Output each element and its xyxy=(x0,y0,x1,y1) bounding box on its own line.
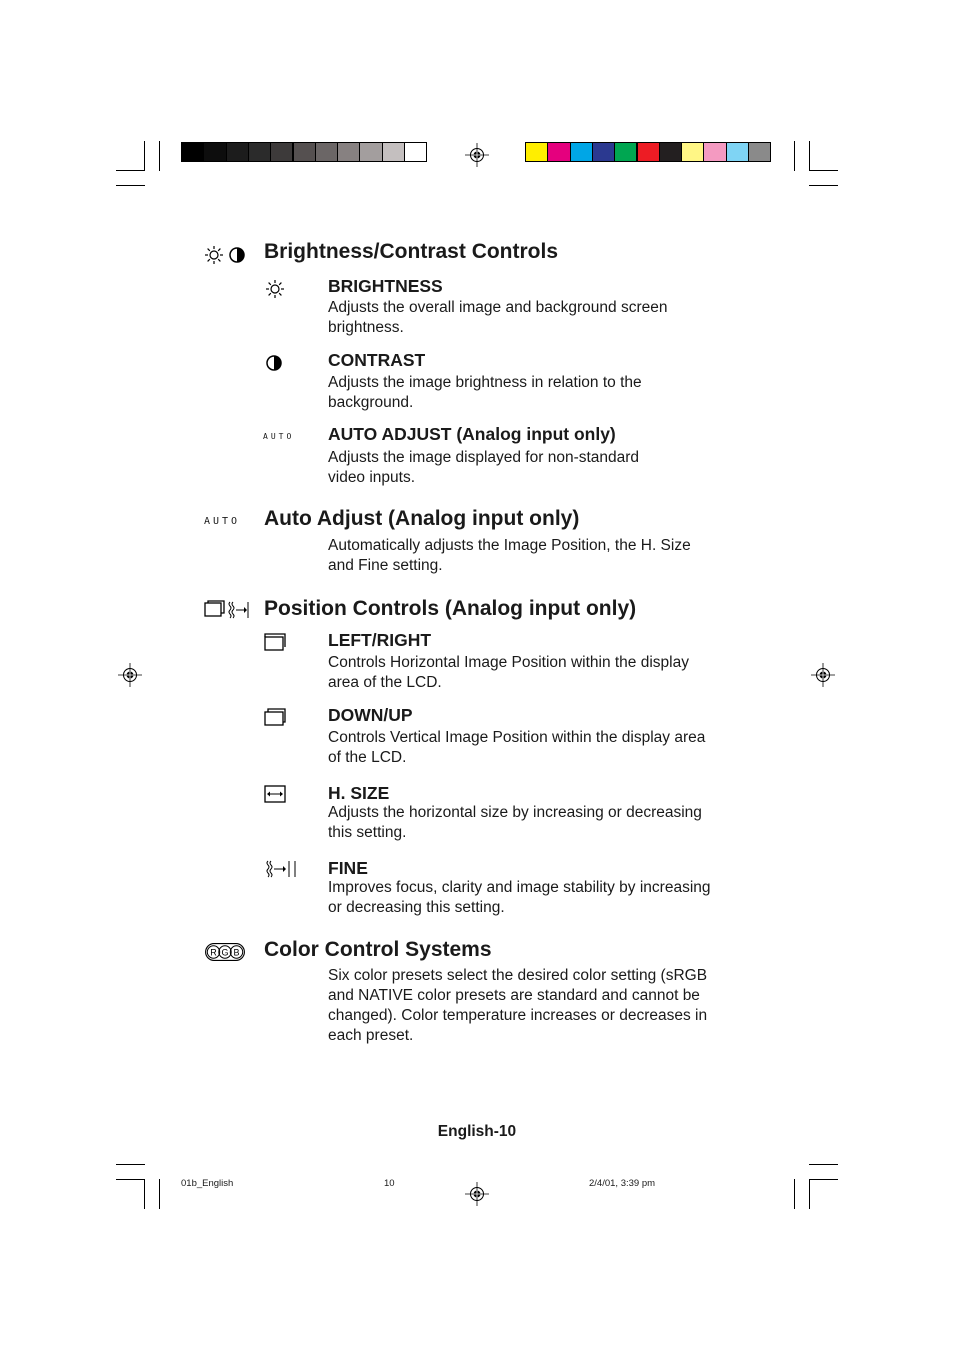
color-swatch xyxy=(547,142,570,162)
section-title-position-controls: Position Controls (Analog input only) xyxy=(264,597,637,620)
left-right-icon xyxy=(264,633,286,651)
rgb-icon-r: R xyxy=(210,947,217,958)
item-title-fine: FINE xyxy=(328,858,368,878)
gray-swatch xyxy=(226,142,249,162)
item-desc-fine: Improves focus, clarity and image stability by increasing or decreasing this setting. xyxy=(328,879,711,916)
item-desc-brightness: Adjusts the overall image and background screen brightness. xyxy=(328,299,668,336)
color-swatch xyxy=(592,142,615,162)
section-title-brightness-contrast: Brightness/Contrast Controls xyxy=(264,240,559,263)
color-swatch xyxy=(525,142,548,162)
item-title-h-size: H. SIZE xyxy=(328,783,390,803)
gray-swatch xyxy=(359,142,382,162)
color-swatch xyxy=(681,142,704,162)
color-swatch xyxy=(726,142,749,162)
item-desc-down-up: Controls Vertical Image Position within the display area of the LCD. xyxy=(328,729,706,766)
gray-swatch xyxy=(248,142,271,162)
rgb-icon-g: G xyxy=(221,947,229,958)
registration-mark-bottom-icon xyxy=(465,1182,489,1206)
color-swatch xyxy=(614,142,637,162)
item-title-auto-adjust: AUTO ADJUST (Analog input only) xyxy=(328,424,616,444)
gray-swatch xyxy=(315,142,338,162)
h-size-icon xyxy=(264,785,286,803)
color-swatch xyxy=(637,142,660,162)
section-desc-auto-adjust: Automatically adjusts the Image Position, the H. Size and Fine setting. xyxy=(328,537,691,574)
rgb-icon xyxy=(205,943,245,961)
contrast-icon xyxy=(265,354,283,372)
item-title-contrast: CONTRAST xyxy=(328,350,426,370)
gray-swatch xyxy=(270,142,293,162)
item-desc-auto-adjust: Adjusts the image displayed for non-standard video inputs. xyxy=(328,449,640,486)
down-up-icon xyxy=(264,708,286,726)
item-title-left-right: LEFT/RIGHT xyxy=(328,630,432,650)
color-swatch xyxy=(570,142,593,162)
rgb-icon-b: B xyxy=(233,947,240,958)
item-desc-left-right: Controls Horizontal Image Position within the display area of the LCD. xyxy=(328,654,689,691)
gray-swatch xyxy=(293,142,316,162)
registration-mark-left-icon xyxy=(118,663,142,687)
page-number: English-10 xyxy=(437,1123,517,1140)
position-controls-icon xyxy=(204,600,250,620)
gray-swatch xyxy=(203,142,226,162)
item-title-down-up: DOWN/UP xyxy=(328,705,413,725)
gray-swatch xyxy=(404,142,427,162)
slug-page: 10 xyxy=(384,1178,395,1189)
registration-mark-right-icon xyxy=(811,663,835,687)
slug-date: 2/4/01, 3:39 pm xyxy=(589,1178,656,1189)
sun-icon xyxy=(265,279,285,299)
section-desc-color-control: Six color presets select the desired color setting (sRGB and NATIVE color presets are standard and cannot be changed). Color temperature increases or decreases in each preset. xyxy=(328,967,708,1044)
item-title-brightness: BRIGHTNESS xyxy=(328,276,443,296)
auto-icon: AUTO xyxy=(263,432,295,441)
auto-section-icon: AUTO xyxy=(204,516,241,527)
color-swatch xyxy=(748,142,771,162)
fine-icon xyxy=(264,859,298,879)
color-swatch xyxy=(659,142,682,162)
gray-swatch xyxy=(337,142,360,162)
item-desc-contrast: Adjusts the image brightness in relation to the background. xyxy=(328,374,642,411)
registration-mark-top-icon xyxy=(465,143,489,167)
section-title-color-control: Color Control Systems xyxy=(264,938,492,961)
gray-swatch xyxy=(181,142,204,162)
color-swatch xyxy=(703,142,726,162)
item-desc-h-size: Adjusts the horizontal size by increasing or decreasing this setting. xyxy=(328,804,702,841)
slug-filename: 01b_English xyxy=(181,1178,234,1189)
gray-swatch xyxy=(382,142,405,162)
section-title-auto-adjust: Auto Adjust (Analog input only) xyxy=(264,507,580,530)
brightness-contrast-icon xyxy=(205,245,247,265)
